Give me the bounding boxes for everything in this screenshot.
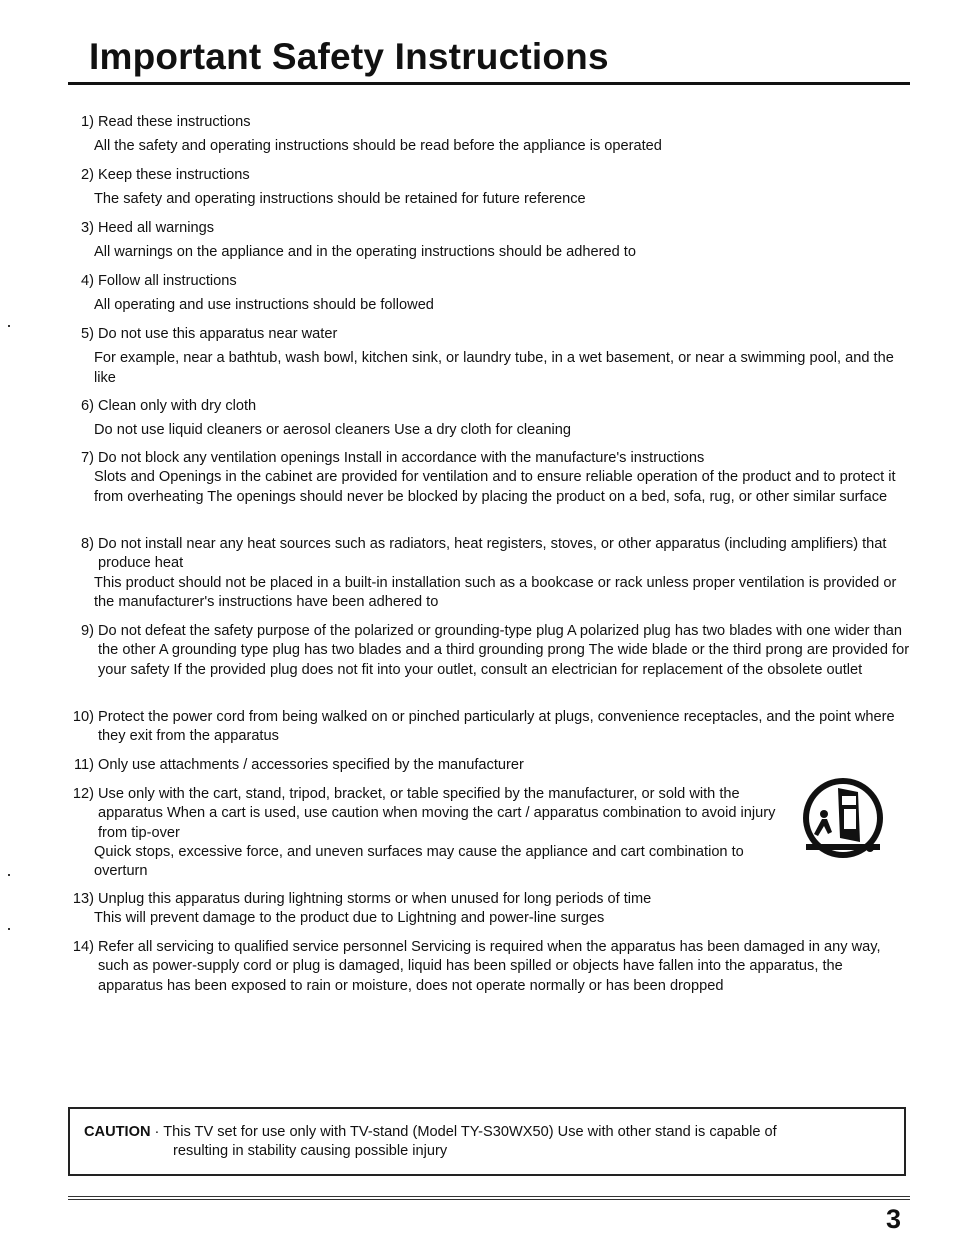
instruction-item-14	[64, 938, 910, 996]
item-body: Quick stops, excessive force, and uneven surfaces may cause the appliance and cart combination to overturn	[94, 843, 744, 880]
item-heading: Do not block any ventilation openings Install in accordance with the manufacture's instructions	[98, 450, 705, 466]
item-body: All operating and use instructions should be followed	[94, 297, 434, 314]
item-number: 7)	[81, 450, 94, 466]
caution-label: CAUTION	[84, 1124, 151, 1140]
item-heading: Follow all instructions	[98, 273, 237, 289]
item-heading: Do not defeat the safety purpose of the polarized or grounding-type plug A polarized plug has two blades with one wider than the other A grounding type plug has two blades and a third grounding prong The wide blade or the third prong are provided for your safety If the provided plug does not fit into your outlet, consult an electrician for replacement of the obsolete outlet	[98, 623, 910, 678]
item-number: 5)	[81, 326, 94, 342]
caution-text	[84, 1123, 884, 1162]
item-heading: Only use attachments / accessories specified by the manufacturer	[98, 757, 524, 773]
item-number: 10)	[72, 709, 94, 725]
item-body: Do not use liquid cleaners or aerosol cleaners Use a dry cloth for cleaning	[94, 422, 571, 439]
instruction-item-5	[64, 325, 910, 388]
item-heading: Use only with the cart, stand, tripod, bracket, or table specified by the manufacturer, or sold with the apparatus When a cart is used, use caution when moving the cart / apparatus combination to avoid injury from tip-over	[98, 786, 776, 841]
instruction-item-11	[64, 756, 910, 775]
item-body: The safety and operating instructions should be retained for future reference	[94, 191, 586, 208]
scan-dot	[8, 874, 10, 876]
instruction-item-13	[64, 890, 910, 929]
item-heading: Protect the power cord from being walked on or pinched particularly at plugs, convenience receptacles, and the point where they exit from the apparatus	[98, 709, 895, 745]
item-heading: Clean only with dry cloth	[98, 398, 257, 414]
instruction-item-9	[64, 622, 910, 680]
item-number: 14)	[72, 939, 94, 955]
item-body: This product should not be placed in a built-in installation such as a bookcase or rack unless proper ventilation is provided or the manufacturer's instructions have been adhered to	[94, 574, 897, 610]
item-number: 2)	[81, 167, 94, 183]
instruction-item-8	[64, 535, 910, 612]
scan-dot	[8, 325, 10, 327]
instruction-item-4	[64, 272, 910, 316]
instruction-item-3	[64, 219, 910, 263]
instruction-item-1	[64, 113, 910, 157]
instruction-item-7	[64, 449, 910, 507]
caution-line-2: resulting in stability causing possible injury	[173, 1143, 448, 1160]
item-number: 4)	[81, 273, 94, 289]
item-number: 11)	[73, 757, 94, 773]
item-heading: Unplug this apparatus during lightning storms or when unused for long periods of time	[98, 891, 652, 907]
instruction-item-6	[64, 397, 910, 441]
item-number: 13)	[72, 891, 94, 907]
item-body: For example, near a bathtub, wash bowl, kitchen sink, or laundry tube, in a wet basement, or near a swimming pool, and the like	[94, 350, 894, 386]
page-title: Important Safety Instructions	[89, 36, 609, 77]
scan-dot	[8, 928, 10, 930]
item-heading: Read these instructions	[98, 114, 251, 130]
item-heading: Heed all warnings	[98, 220, 215, 236]
cart-tip-over-icon	[800, 776, 886, 862]
item-heading: Refer all servicing to qualified service personnel Servicing is required when the apparatus has been damaged in any way, such as power-supply cord or plug is damaged, liquid has been spilled or objects have fallen into the apparatus, the apparatus has been exposed to rain or moisture, does not operate normally or has been dropped	[98, 939, 881, 994]
item-heading: Keep these instructions	[98, 167, 250, 183]
item-body: This will prevent damage to the product due to Lightning and power-line surges	[94, 910, 605, 927]
item-number: 9)	[81, 623, 94, 639]
instruction-item-10	[64, 708, 910, 747]
item-number: 3)	[81, 220, 94, 236]
item-body: All the safety and operating instructions should be read before the appliance is operated	[94, 138, 662, 155]
item-number: 8)	[81, 536, 94, 552]
item-body: Slots and Openings in the cabinet are provided for ventilation and to ensure reliable operation of the product and to protect it from overheating The openings should never be blocked by placing the product on a bed, sofa, rug, or other similar surface	[94, 469, 896, 505]
caution-box	[68, 1107, 906, 1176]
item-heading: Do not use this apparatus near water	[98, 326, 338, 342]
item-number: 12)	[72, 786, 94, 802]
caution-line-1: · This TV set for use only with TV-stand (Model TY-S30WX50) Use with other stand is capable of	[150, 1124, 777, 1140]
instruction-item-12	[64, 785, 784, 881]
item-body: All warnings on the appliance and in the operating instructions should be adhered to	[94, 244, 636, 261]
title-rule	[68, 82, 910, 85]
instruction-item-2	[64, 166, 910, 210]
item-heading: Do not install near any heat sources such as radiators, heat registers, stoves, or other apparatus (including amplifiers) that produce heat	[98, 536, 887, 572]
footer-rule	[68, 1196, 910, 1197]
item-number: 1)	[81, 114, 94, 130]
item-number: 6)	[81, 398, 94, 414]
footer-rule	[68, 1199, 910, 1200]
page-number: 3	[886, 1204, 902, 1234]
